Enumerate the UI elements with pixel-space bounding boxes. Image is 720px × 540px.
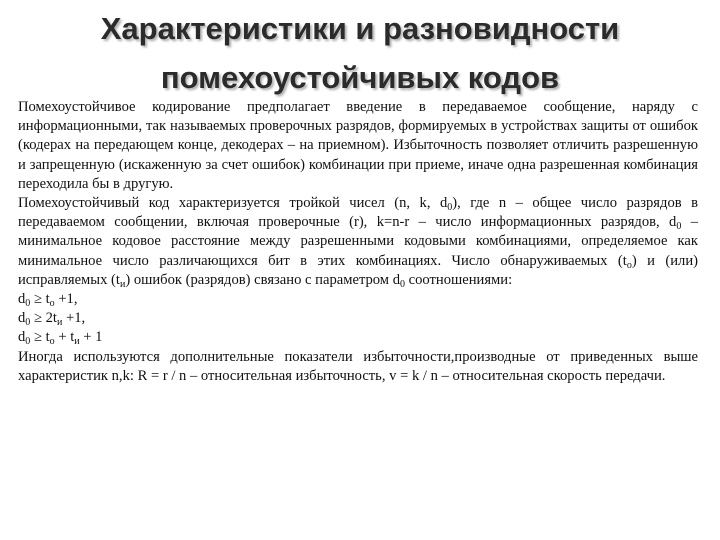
- subscript: о: [49, 336, 55, 348]
- text-run: ), где n – общее число разрядов в передаваемом сообщении, включая проверочные (r), k=n-r – число информационных разрядов, d: [18, 195, 698, 231]
- paragraph-additional-metrics: Иногда используются дополнительные показатели избыточности,производные от приведенных выше характеристик n,k: R = r / n – относительная избыточность, v = k / n – относительная скорость передачи.: [18, 348, 698, 384]
- paragraph-code-parameters: [18, 194, 698, 290]
- subscript: 0: [400, 278, 405, 290]
- formula-text: +1,: [62, 310, 86, 327]
- text-run: соотношениями:: [405, 271, 513, 288]
- subscript: 0: [25, 336, 31, 348]
- subscript: 0: [25, 298, 31, 310]
- formula-text: + t: [54, 329, 75, 346]
- formula-text: ≥ t: [30, 291, 50, 308]
- title-line-1: Характеристики и разновидности: [100, 11, 620, 46]
- formula-text: d: [18, 310, 26, 327]
- subscript: и: [74, 336, 80, 348]
- slide-title: [20, 4, 700, 102]
- text-run: ) и (или) исправляемых (t: [18, 252, 698, 288]
- slide-body: [18, 98, 698, 386]
- subscript: и: [119, 278, 126, 290]
- text-run: – минимальное кодовое расстояние между разрешенными кодовыми комбинациями, определяемое как минимальное число различающихся бит в этих комбинациях. Число обнаруживаемых (t: [18, 214, 698, 269]
- formula-text: ≥ 2t: [30, 310, 57, 327]
- formula-text: d: [18, 329, 26, 346]
- formula-combined: [18, 328, 698, 347]
- subscript: 0: [676, 221, 682, 233]
- subscript: о: [49, 298, 55, 310]
- formula-text: + 1: [79, 329, 103, 346]
- formula-text: ≥ t: [30, 329, 50, 346]
- formula-correction: [18, 309, 698, 328]
- formula-detection: [18, 290, 698, 309]
- title-line-2: помехоустойчивых кодов: [160, 60, 560, 95]
- text-run: Помехоустойчивый код характеризуется тройкой чисел (n, k, d: [18, 195, 448, 212]
- subscript: 0: [447, 202, 453, 214]
- subscript: о: [626, 259, 632, 271]
- paragraph-redundancy: Помехоустойчивое кодирование предполагает введение в передаваемое сообщение, наряду с информационными, так называемых проверочных разрядов, формируемых в устройствах защиты от ошибок (кодерах на передающем конце, декодерах – на приемном). Избыточность позволяет отличить разрешенную и запрещенную (искаженную за счет ошибок) комбинации при приеме, иначе одна разрешенная комбинация переходила бы в другую.: [18, 99, 698, 192]
- subscript: и: [56, 317, 63, 329]
- formula-text: d: [18, 291, 26, 308]
- text-run: ) ошибок (разрядов) связано с параметром d: [125, 271, 400, 288]
- subscript: 0: [25, 317, 31, 329]
- formula-text: +1,: [54, 291, 78, 308]
